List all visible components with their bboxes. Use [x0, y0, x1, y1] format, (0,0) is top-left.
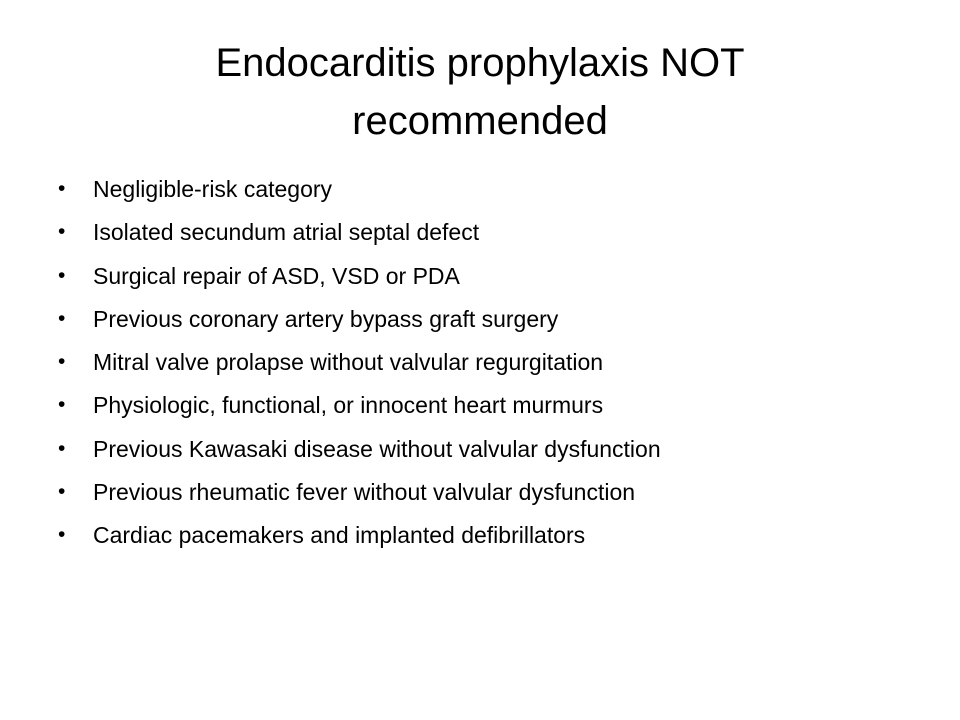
- bullet-text: Negligible-risk category: [93, 176, 333, 202]
- slide-title-line-1: Endocarditis prophylaxis NOT: [215, 41, 745, 85]
- bullet-text: Isolated secundum atrial septal defect: [93, 219, 480, 246]
- bullet-text: Mitral valve prolapse without valvular regurgitation: [93, 349, 604, 376]
- bullet-item: [58, 299, 918, 342]
- bullet-text: Previous Kawasaki disease without valvular dysfunction: [93, 435, 661, 462]
- bullet-icon: •: [58, 306, 66, 330]
- bullet-icon: •: [58, 263, 66, 287]
- bullet-item: [58, 515, 918, 558]
- bullet-list: [58, 169, 918, 559]
- bullet-icon: •: [58, 436, 66, 460]
- bullet-text: Previous rheumatic fever without valvular dysfunction: [93, 479, 636, 506]
- bullet-icon: •: [58, 350, 66, 374]
- slide-title-line-2: recommended: [352, 99, 608, 143]
- bullet-icon: •: [58, 177, 66, 200]
- bullet-icon: •: [58, 523, 66, 547]
- bullet-icon: •: [58, 220, 66, 244]
- bullet-item: [58, 429, 918, 472]
- bullet-text: Surgical repair of ASD, VSD or PDA: [93, 262, 460, 289]
- bullet-text: Physiologic, functional, or innocent heart murmurs: [93, 392, 604, 419]
- bullet-item: [58, 212, 918, 255]
- bullet-text: Previous coronary artery bypass graft surgery: [93, 305, 559, 332]
- bullet-item: [58, 472, 918, 515]
- bullet-icon: •: [58, 393, 66, 417]
- bullet-icon: •: [58, 480, 66, 504]
- bullet-item: [58, 256, 918, 299]
- bullet-item: [58, 169, 918, 212]
- bullet-item: [58, 342, 918, 385]
- slide-title: [80, 34, 880, 150]
- bullet-item: [58, 385, 918, 428]
- bullet-text: Cardiac pacemakers and implanted defibrillators: [93, 522, 586, 549]
